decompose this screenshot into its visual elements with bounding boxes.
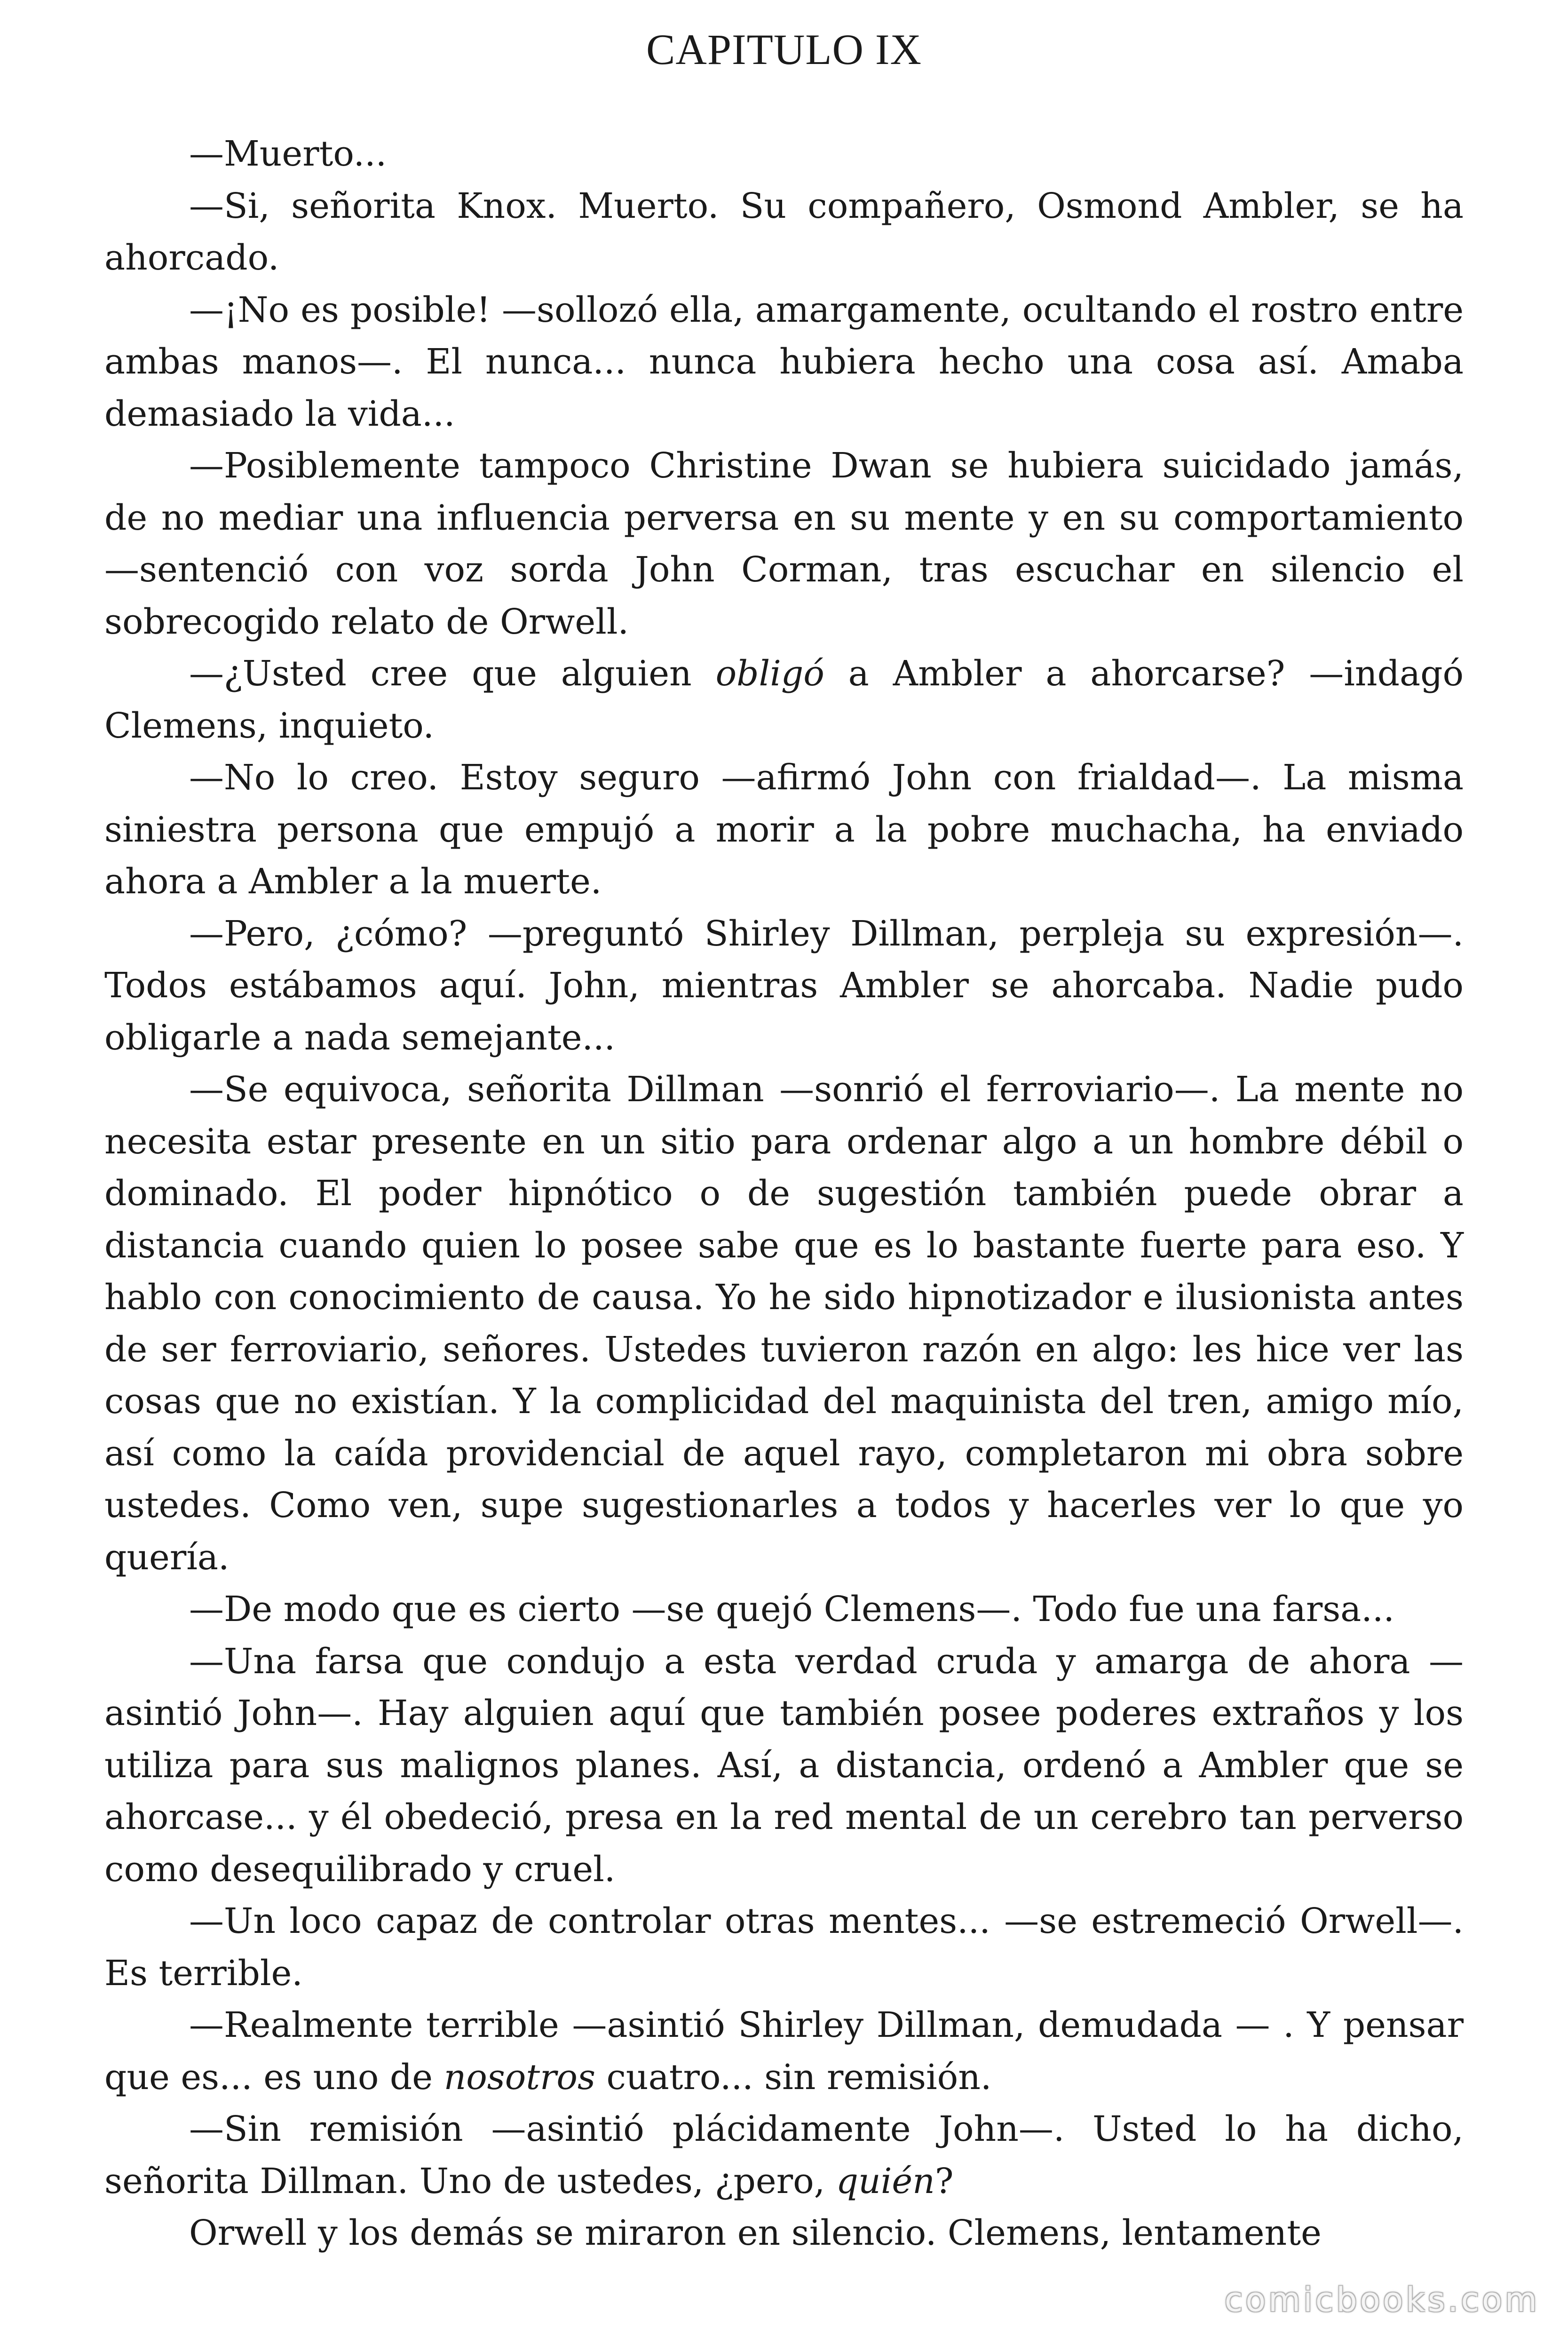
text-run: —Realmente terrible —asintió Shirley Dillman, demudada — . Y pensar que es... es uno de — [104, 2005, 1464, 2098]
italic-text: obligó — [715, 653, 824, 694]
paragraph — [104, 908, 1464, 1064]
text-run: —¡No es posible! —sollozó ella, amargamente, ocultando el rostro entre ambas manos—. El nunca... nunca hubiera hecho una cosa así. Amaba demasiado la vida... — [104, 289, 1464, 434]
paragraph — [104, 1064, 1464, 1583]
text-run: a Ambler a ahorcarse? —indagó Clemens, inquieto. — [104, 653, 1464, 746]
paragraph — [104, 440, 1464, 648]
paragraph — [104, 1895, 1464, 1999]
text-run: ? — [934, 2161, 954, 2201]
text-run: —No lo creo. Estoy seguro —afirmó John con frialdad—. La misma siniestra persona que empujó a morir a la pobre muchacha, ha enviado ahora a Ambler a la muerte. — [104, 757, 1464, 902]
paragraph — [104, 128, 1464, 180]
paragraph — [104, 752, 1464, 908]
text-run: —De modo que es cierto —se quejó Clemens—. Todo fue una farsa... — [189, 1589, 1394, 1629]
text-run: —Se equivoca, señorita Dillman —sonrió el ferroviario—. La mente no necesita estar presente en un sitio para ordenar algo a un hombre débil o dominado. El poder hipnótico o de sugestión también puede obrar a distancia cuando quien lo posee sabe que es lo bastante fuerte para eso. Y hablo con conocimiento de causa. Yo he sido hipnotizador e ilusionista antes de ser ferroviario, señores. Ustedes tuvieron razón en algo: les hice ver las cosas que no existían. Y la complicidad del maquinista del tren, amigo mío, así como la caída providencial de aquel rayo, completaron mi obra sobre ustedes. Como ven, supe sugestionarles a todos y hacerles ver lo que yo quería. — [104, 1069, 1464, 1578]
text-run: —Sin remisión —asintió plácidamente John—. Usted lo ha dicho, señorita Dillman. Uno de ustedes, ¿pero, — [104, 2109, 1464, 2201]
text-run: —Muerto... — [189, 134, 387, 174]
chapter-title: CAPITULO IX — [646, 25, 922, 73]
paragraph — [104, 2207, 1464, 2259]
paragraph — [104, 2103, 1464, 2207]
paragraph — [104, 1636, 1464, 1896]
text-run: Orwell y los demás se miraron en silencio. Clemens, lentamente — [189, 2213, 1322, 2253]
italic-text: nosotros — [443, 2057, 595, 2098]
text-run: —¿Usted cree que alguien — [189, 653, 716, 694]
watermark: comicbooks.com — [1224, 2280, 1540, 2319]
text-run: —Si, señorita Knox. Muerto. Su compañero, Osmond Ambler, se ha ahorcado. — [104, 185, 1464, 278]
paragraph — [104, 284, 1464, 440]
paragraph — [104, 648, 1464, 752]
text-run: —Posiblemente tampoco Christine Dwan se hubiera suicidado jamás, de no mediar una influencia perversa en su mente y en su comportamiento —sentenció con voz sorda John Corman, tras escuchar en silencio el sobrecogido relato de Orwell. — [104, 445, 1464, 642]
text-run: —Un loco capaz de controlar otras mentes... —se estremeció Orwell—. Es terrible. — [104, 1901, 1464, 1994]
body-text — [104, 128, 1464, 2259]
italic-text: quién — [836, 2161, 935, 2201]
paragraph — [104, 180, 1464, 284]
paragraph — [104, 1999, 1464, 2103]
text-run: —Pero, ¿cómo? —preguntó Shirley Dillman, perpleja su expresión—. Todos estábamos aquí. John, mientras Ambler se ahorcaba. Nadie pudo obligarle a nada semejante... — [104, 913, 1464, 1058]
text-run: —Una farsa que condujo a esta verdad cruda y amarga de ahora —asintió John—. Hay alguien aquí que también posee poderes extraños y los utiliza para sus malignos planes. Así, a distancia, ordenó a Ambler que se ahorcase... y él obedeció, presa en la red mental de un cerebro tan perverso como desequilibrado y cruel. — [104, 1641, 1464, 1890]
text-run: cuatro... sin remisión. — [595, 2057, 992, 2098]
paragraph — [104, 1583, 1464, 1636]
